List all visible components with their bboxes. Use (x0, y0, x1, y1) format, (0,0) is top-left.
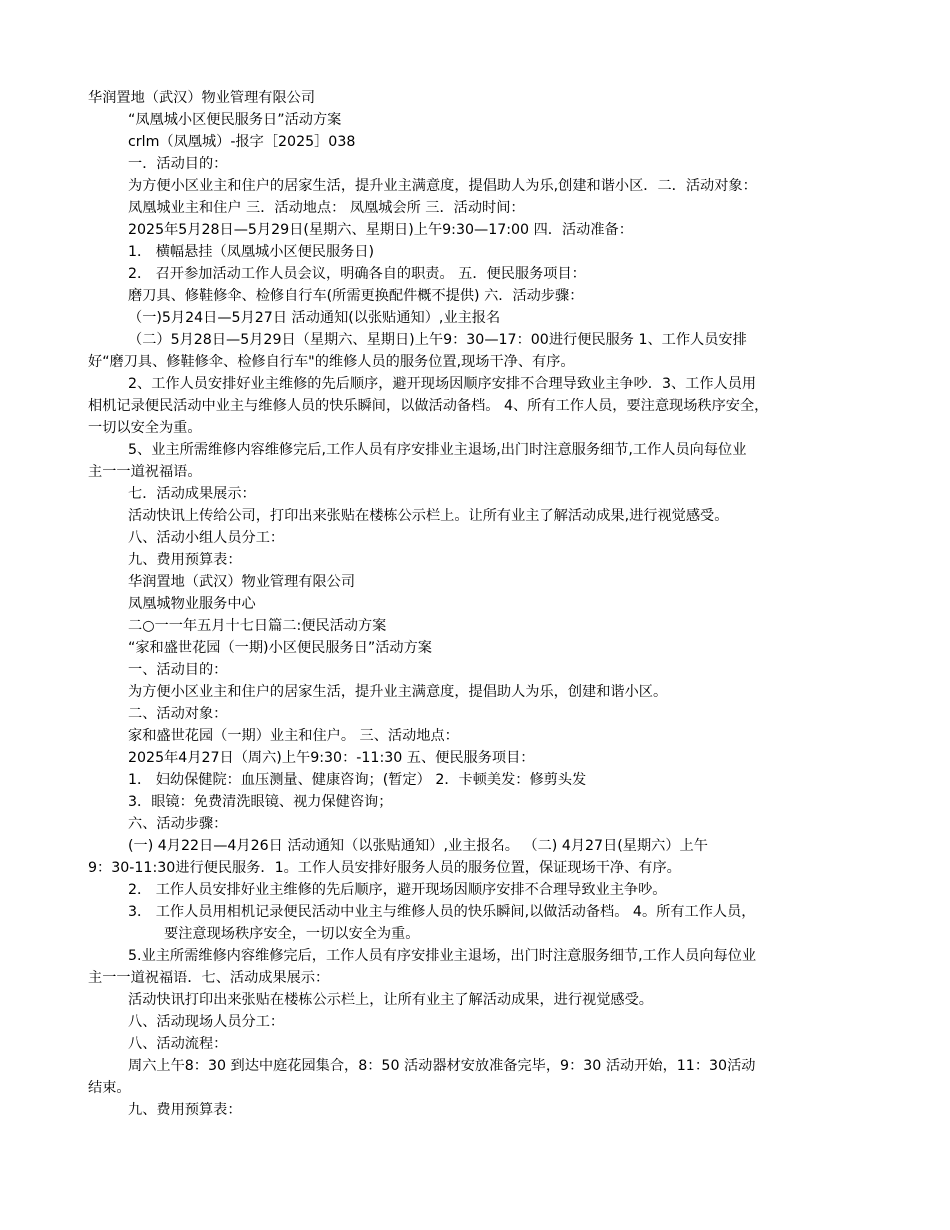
list-item: 1． 横幅悬挂（凤凰城小区便民服务日) (128, 244, 375, 260)
list-item: 2． 工作人员安排好业主维修的先后顺序，避开现场因顺序安排不合理导致业主争吵。 (128, 882, 667, 898)
list-item: 1． 妇幼保健院：血压测量、健康咨询；(暂定） 2．卡顿美发：修剪头发 (128, 772, 587, 788)
list-item: 3．眼镜：免费清洗眼镜、视力保健咨询； (128, 794, 393, 810)
section-heading: 八、活动流程： (128, 1036, 228, 1052)
paragraph-line: 为方便小区业主和住户的居家生活，提升业主满意度，提倡助人为乐,创建和谐小区．二．活动对象： (128, 178, 757, 194)
document-number: crlm（凤凰城）-报字［2025］038 (128, 134, 356, 150)
paragraph-line: 一切以安全为重。 (88, 420, 202, 436)
section-heading: 七．活动成果展示： (128, 486, 256, 502)
list-item: 2． 召开参加活动工作人员会议，明确各自的职责。 五．便民服务项目： (128, 266, 586, 282)
list-item-continuation: 要注意现场秩序安全，一切以安全为重。 (164, 926, 420, 942)
paragraph-line: （二）5月28日—5月29日（星期六、星期日)上午9：30—17：00进行便民服务 1、工作人员安排 (128, 332, 747, 348)
signature-center: 凤凰城物业服务中心 (128, 596, 256, 612)
section-heading: 六、活动步骤： (128, 816, 228, 832)
paragraph-line: 为方便小区业主和住户的居家生活，提升业主满意度，提倡助人为乐，创建和谐小区。 (128, 684, 668, 700)
section-heading: 一．活动目的： (128, 156, 228, 172)
section-heading: 八、活动小组人员分工： (128, 530, 285, 546)
paragraph-line: 9：30-11:30进行便民服务．1。工作人员安排好服务人员的服务位置，保证现场干净、有序。 (88, 860, 681, 876)
paragraph-line: 好“磨刀具、修鞋修伞、检修自行车"的维修人员的服务位置,现场干净、有序。 (88, 354, 575, 370)
paragraph-line: 活动快讯打印出来张贴在楼栋公示栏上，让所有业主了解活动成果，进行视觉感受。 (128, 992, 653, 1008)
company-name: 华润置地（武汉）物业管理有限公司 (88, 90, 316, 106)
signature-company: 华润置地（武汉）物业管理有限公司 (128, 574, 356, 590)
section-heading: 二、活动对象： (128, 706, 228, 722)
paragraph-line: 结束。 (88, 1080, 131, 1096)
section-heading: 八、活动现场人员分工： (128, 1014, 285, 1030)
paragraph-line: 主一一道祝福语。 (88, 464, 202, 480)
paragraph-line: 主一一道祝福语．七、活动成果展示： (88, 970, 330, 986)
paragraph-line: 2025年4月27日（周六)上午9:30：-11:30 五、便民服务项目： (128, 750, 535, 766)
signature-date: 二○一一年五月十七日篇二:便民活动方案 (128, 618, 387, 634)
list-item: 3． 工作人员用相机记录便民活动中业主与维修人员的快乐瞬间,以做活动备档。 4。所有工作人员， (128, 904, 756, 920)
paragraph-line: 活动快讯上传给公司，打印出来张贴在楼栋公示栏上。让所有业主了解活动成果,进行视觉感受。 (128, 508, 729, 524)
paragraph-line: 2、工作人员安排好业主维修的先后顺序，避开现场因顺序安排不合理导致业主争吵．3、工作人员用 (128, 376, 757, 392)
paragraph-line: 5.业主所需维修内容维修完后，工作人员有序安排业主退场，出门时注意服务细节,工作人员向每位业 (128, 948, 757, 964)
plan-title: “家和盛世花园（一期)小区便民服务日”活动方案 (128, 640, 432, 656)
section-heading: 一、活动目的： (128, 662, 228, 678)
plan-title: “凤凰城小区便民服务日”活动方案 (128, 112, 342, 128)
section-heading: 九、费用预算表： (128, 552, 242, 568)
paragraph-line: 2025年5月28日—5月29日(星期六、星期日)上午9:30—17:00 四．活动准备： (128, 222, 633, 238)
paragraph-line: (一) 4月22日—4月26日 活动通知（以张贴通知）,业主报名。 （二) 4月27日(星期六）上午 (128, 838, 708, 854)
paragraph-line: 凤凰城业主和住户 三．活动地点： 凤凰城会所 三．活动时间： (128, 200, 525, 216)
paragraph-line: 周六上午8：30 到达中庭花园集合，8：50 活动器材安放准备完毕，9：30 活动开始，11：30活动 (128, 1058, 756, 1074)
paragraph-line: 5、业主所需维修内容维修完后,工作人员有序安排业主退场,出门时注意服务细节,工作人员向每位业 (128, 442, 747, 458)
paragraph-line: 磨刀具、修鞋修伞、检修自行车(所需更换配件概不提供) 六．活动步骤： (128, 288, 584, 304)
section-heading: 九、费用预算表： (128, 1102, 242, 1118)
paragraph-line: （一)5月24日—5月27日 活动通知(以张贴通知）,业主报名 (128, 310, 501, 326)
paragraph-line: 相机记录便民活动中业主与维修人员的快乐瞬间，以做活动备档。 4、所有工作人员，要注意现场秩序安全， (88, 398, 769, 414)
paragraph-line: 家和盛世花园（一期）业主和住户。 三、活动地点： (128, 728, 459, 744)
